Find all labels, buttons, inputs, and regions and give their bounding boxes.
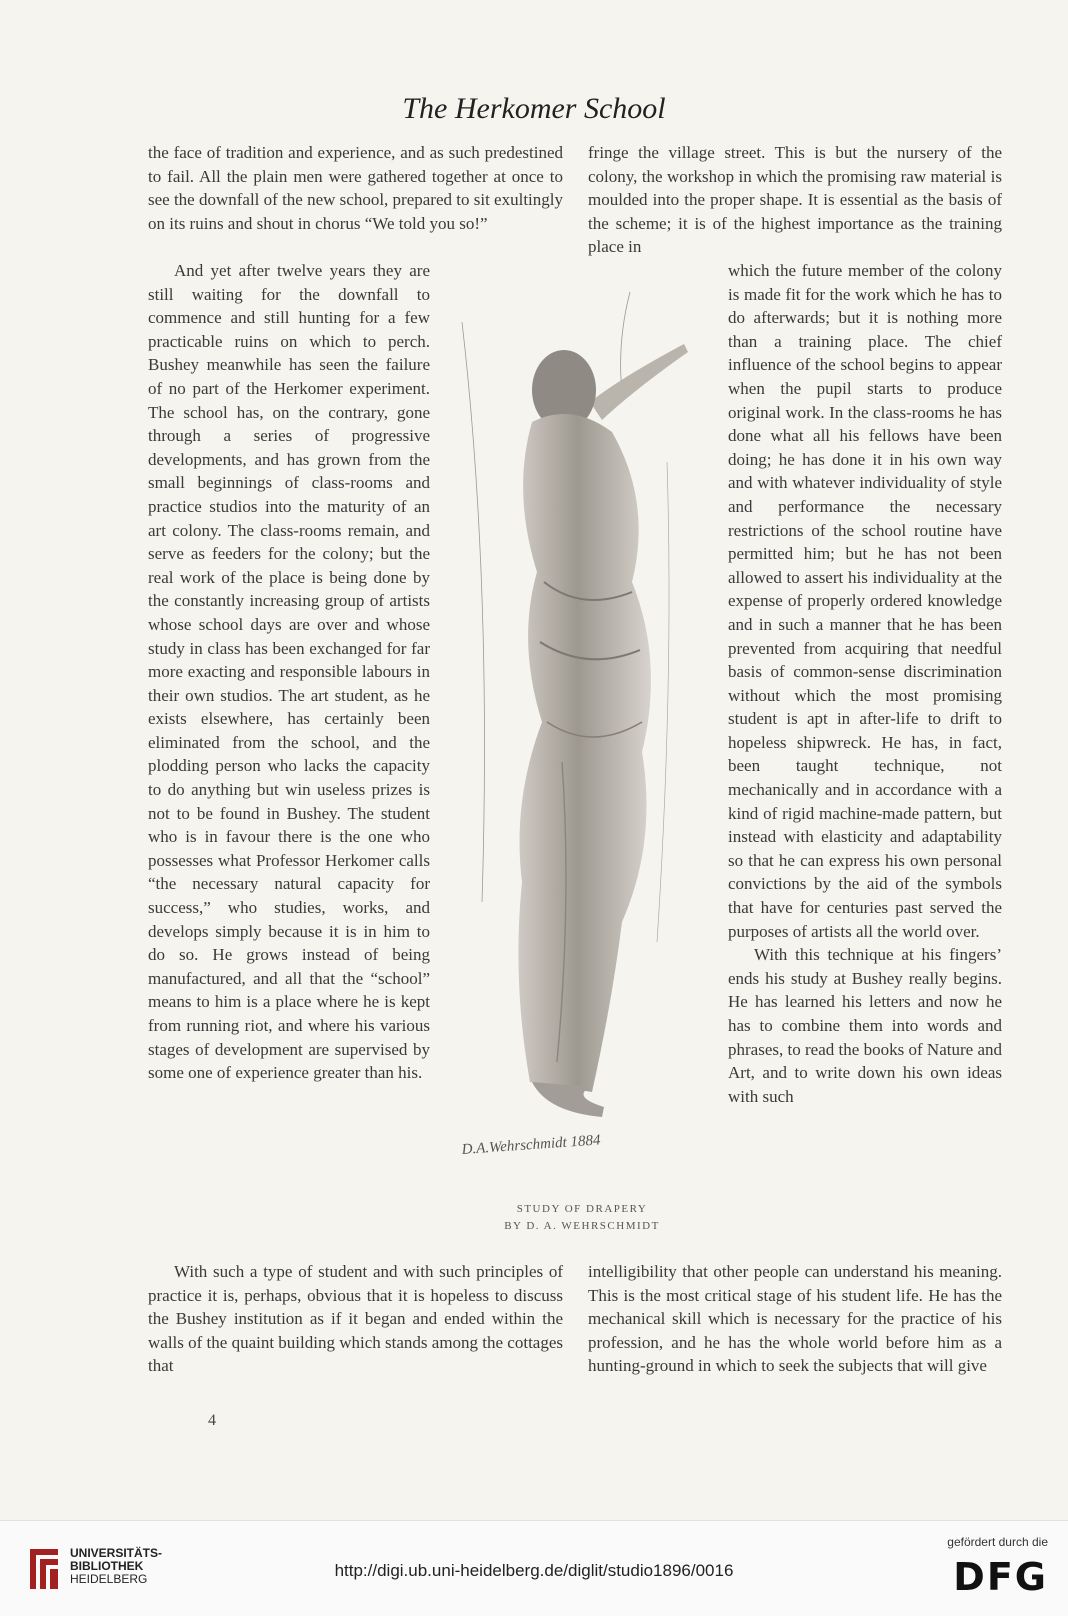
figure-feet (532, 1082, 604, 1117)
paragraph: And yet after twelve years they are still waiting for the downfall to commence and still hunting for a few practicable ruins on which to perch. Bushey meanwhile has seen the failure of no part of the Herkomer experiment. The school has, on the contrary, gone through a series of progressive developments, and has grown from the small beginnings of class-rooms and practice studios into the maturity of an art colony. The class-rooms remain, and serve as feeders for the colony; but the real work of the place is being done by the constantly increasing group of artists whose school days are over and whose study in class has been exchanged for far more exacting and responsible labours in their own studios. The art student, as he exists elsewhere, has certainly been eliminated from the school, and the plodding person who lacks the capacity to do anything but win useless prizes is not to be found in Bushey. The student who is in favour there is the one who possesses what Professor Herkomer calls “the necessary natural capacity for success,” who studies, works, and develops simply because it is in him to do so. He grows instead of being manufactured, and all that the “school” means to him is a place where he is kept from running riot, and where his various stages of development are supervised by some one of experience greater than his. (148, 261, 430, 1083)
figure-drapery (518, 414, 651, 1092)
page-number: 4 (208, 1412, 216, 1429)
text-left-bottom (148, 1260, 563, 1378)
sketch-line (657, 462, 669, 942)
sketch-line (462, 322, 485, 902)
paragraph: fringe the village street. This is but the nursery of the colony, the workshop in which the promising raw material is moulded into the proper shape. It is essential as the basis of the scheme; it is of the highest importance as the training place in (588, 143, 1002, 257)
paragraph: the face of tradition and experience, and as such predestined to fail. All the plain men were gathered together at once to see the downfall of the new school, prepared to sit exultingly on its ruins and shout in chorus “We told you so!” (148, 143, 563, 233)
permalink-url[interactable]: http://digi.ub.uni-heidelberg.de/diglit/studio1896/0016 (334, 1561, 734, 1580)
paragraph: which the future member of the colony is made fit for the work which he has to do afterwards; but it is nothing more than a training place. The chief influence of the school begins to appear when the pupil starts to produce original work. In the class-rooms he has done what all his fellows have been doing; he has done it in his own way and with whatever individuality of style and performance the necessary restrictions of the school routine have permitted him; but he has not been allowed to assert his individuality at the expense of properly ordered knowledge and in such a manner that he has been prevented from acquiring that needful basis of common-sense discrimination without which the most promising student is apt in after-life to drift to hopeless shipwreck. He has, in fact, been taught technique, not mechanically and in accordance with a kind of rigid machine-made pattern, but instead with elasticity and adaptability so that he can express his own personal convictions by the aid of the symbols that have for centuries past served the purposes of artists all the world over. (728, 261, 1002, 941)
library-line: UNIVERSITÄTS- (70, 1546, 163, 1560)
digitization-footer (0, 1520, 1068, 1616)
paragraph: intelligibility that other people can understand his meaning. This is the most critical stage of his student life. He has the mechanical skill which is necessary for the practice of his profession, and he has the whole world before him as a hunting-ground in which to seek the subjects that will give (588, 1262, 1002, 1376)
artist-signature: D.A.Wehrschmidt 1884 (461, 1132, 601, 1158)
text-right-bottom (588, 1260, 1002, 1378)
figure-caption (448, 1201, 716, 1235)
text-left-top (148, 141, 563, 235)
drapery-study-illustration (452, 282, 712, 1202)
library-line: BIBLIOTHEK (70, 1559, 144, 1573)
paragraph: With this technique at his fingers’ ends his study at Bushey really begins. He has learned his letters and now he has to combine them into words and phrases, to read the books of Nature and Art, and to write down his own ideas with such (728, 945, 1002, 1106)
page-header: The Herkomer School (402, 92, 666, 125)
library-line: HEIDELBERG (70, 1572, 148, 1586)
caption-title: STUDY OF DRAPERY (516, 1203, 648, 1215)
text-right-top (588, 141, 1002, 259)
sponsor-label: gefördert durch die (947, 1535, 1048, 1549)
text-left-middle (148, 259, 430, 1085)
figure-arm (590, 344, 688, 420)
text-right-middle (728, 259, 1002, 1108)
paragraph: With such a type of student and with such principles of practice it is, perhaps, obvious that it is hopeless to discuss the Bushey institution as if it began and ended within the walls of the quaint building which stands among the cottages that (148, 1262, 564, 1376)
dfg-logo: DFG (953, 1555, 1048, 1599)
caption-artist: BY D. A. WEHRSCHMIDT (504, 1220, 660, 1232)
